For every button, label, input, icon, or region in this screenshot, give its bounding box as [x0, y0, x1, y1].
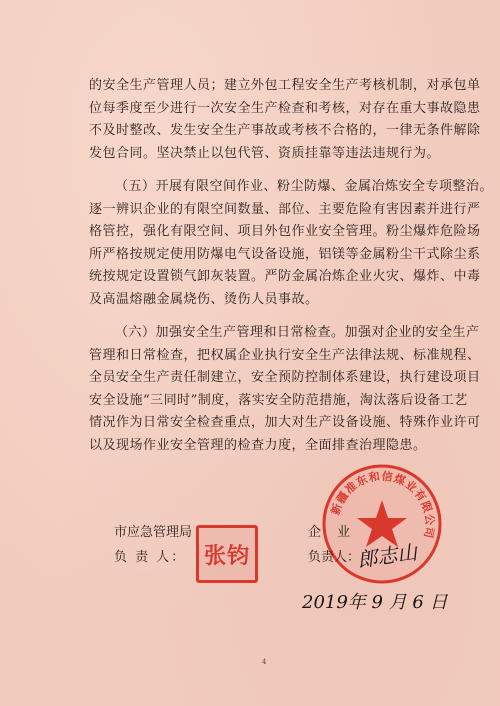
text-line: （五）开展有限空间作业、粉尘防爆、金属冶炼安全专项整治。: [115, 179, 494, 194]
page-number: 4: [262, 658, 267, 666]
text-line: 全员安全生产责任制建立，安全预防控制体系建设，执行建设项目: [89, 370, 481, 385]
text-line: 不及时整改、发生安全生产事故或考核不合格的，一律无条件解除: [89, 123, 481, 138]
text-line: 以及现场作业安全管理的检查力度，全面排查治理隐患。: [89, 437, 427, 453]
paragraph-item-5: [89, 176, 494, 311]
text-line: 及高温熔融金属烧伤、烫伤人员事故。: [89, 291, 319, 307]
text-line: 安全设施“三同时”制度，落实安全防范措施，淘汰落后设备工艺: [89, 392, 468, 408]
body-text: [89, 75, 494, 457]
svg-text:新疆准东和信煤业有限公司: 新疆准东和信煤业有限公司: [328, 469, 437, 540]
text-line: 情况作为日常安全检查重点，加大对生产设备设施、特殊作业许可: [89, 415, 481, 430]
paragraph-outsourcing: [89, 75, 481, 165]
signing-date: 2019年 9 月 6 日: [302, 592, 448, 613]
text-line: 发包合同。坚决禁止以包代管、资质挂靠等违法违规行为。: [89, 145, 441, 161]
right-responsible-label: 负责人：: [308, 550, 361, 565]
text-line: （六）加强安全生产管理和日常检查。加强对企业的安全生产: [115, 325, 480, 340]
text-line: 逐一辨识企业的有限空间数量、部位、主要危险有害因素并进行严: [89, 201, 481, 217]
paragraph-item-6: [89, 322, 481, 457]
text-line: 所严格按规定使用防爆电气设备设施，铝镁等金属粉尘干式除尘系: [89, 246, 481, 262]
handwritten-signature: 郎志山: [355, 539, 419, 573]
text-line: 格管控，强化有限空间、项目外包作业安全管理。粉尘爆炸危险场: [89, 224, 481, 239]
left-responsible-label: 负 责 人：: [114, 550, 187, 565]
name-seal-text: 张钧: [203, 543, 250, 569]
left-org-label: 市应急管理局: [114, 525, 193, 540]
text-line: 管理和日常检查，把权属企业执行安全生产法律法规、标准规程、: [89, 347, 481, 363]
right-org-label: 企 业: [308, 525, 357, 540]
text-line: 的安全生产管理人员；建立外包工程安全生产考核机制，对承包单: [89, 78, 481, 93]
text-line: 统按规定设置锁气卸灰装置。严防金属冶炼企业火灾、爆炸、中毒: [89, 269, 481, 284]
name-seal-stamp: [196, 525, 258, 583]
text-line: 位每季度至少进行一次安全生产检查和考核，对存在重大事故隐患: [89, 100, 481, 116]
